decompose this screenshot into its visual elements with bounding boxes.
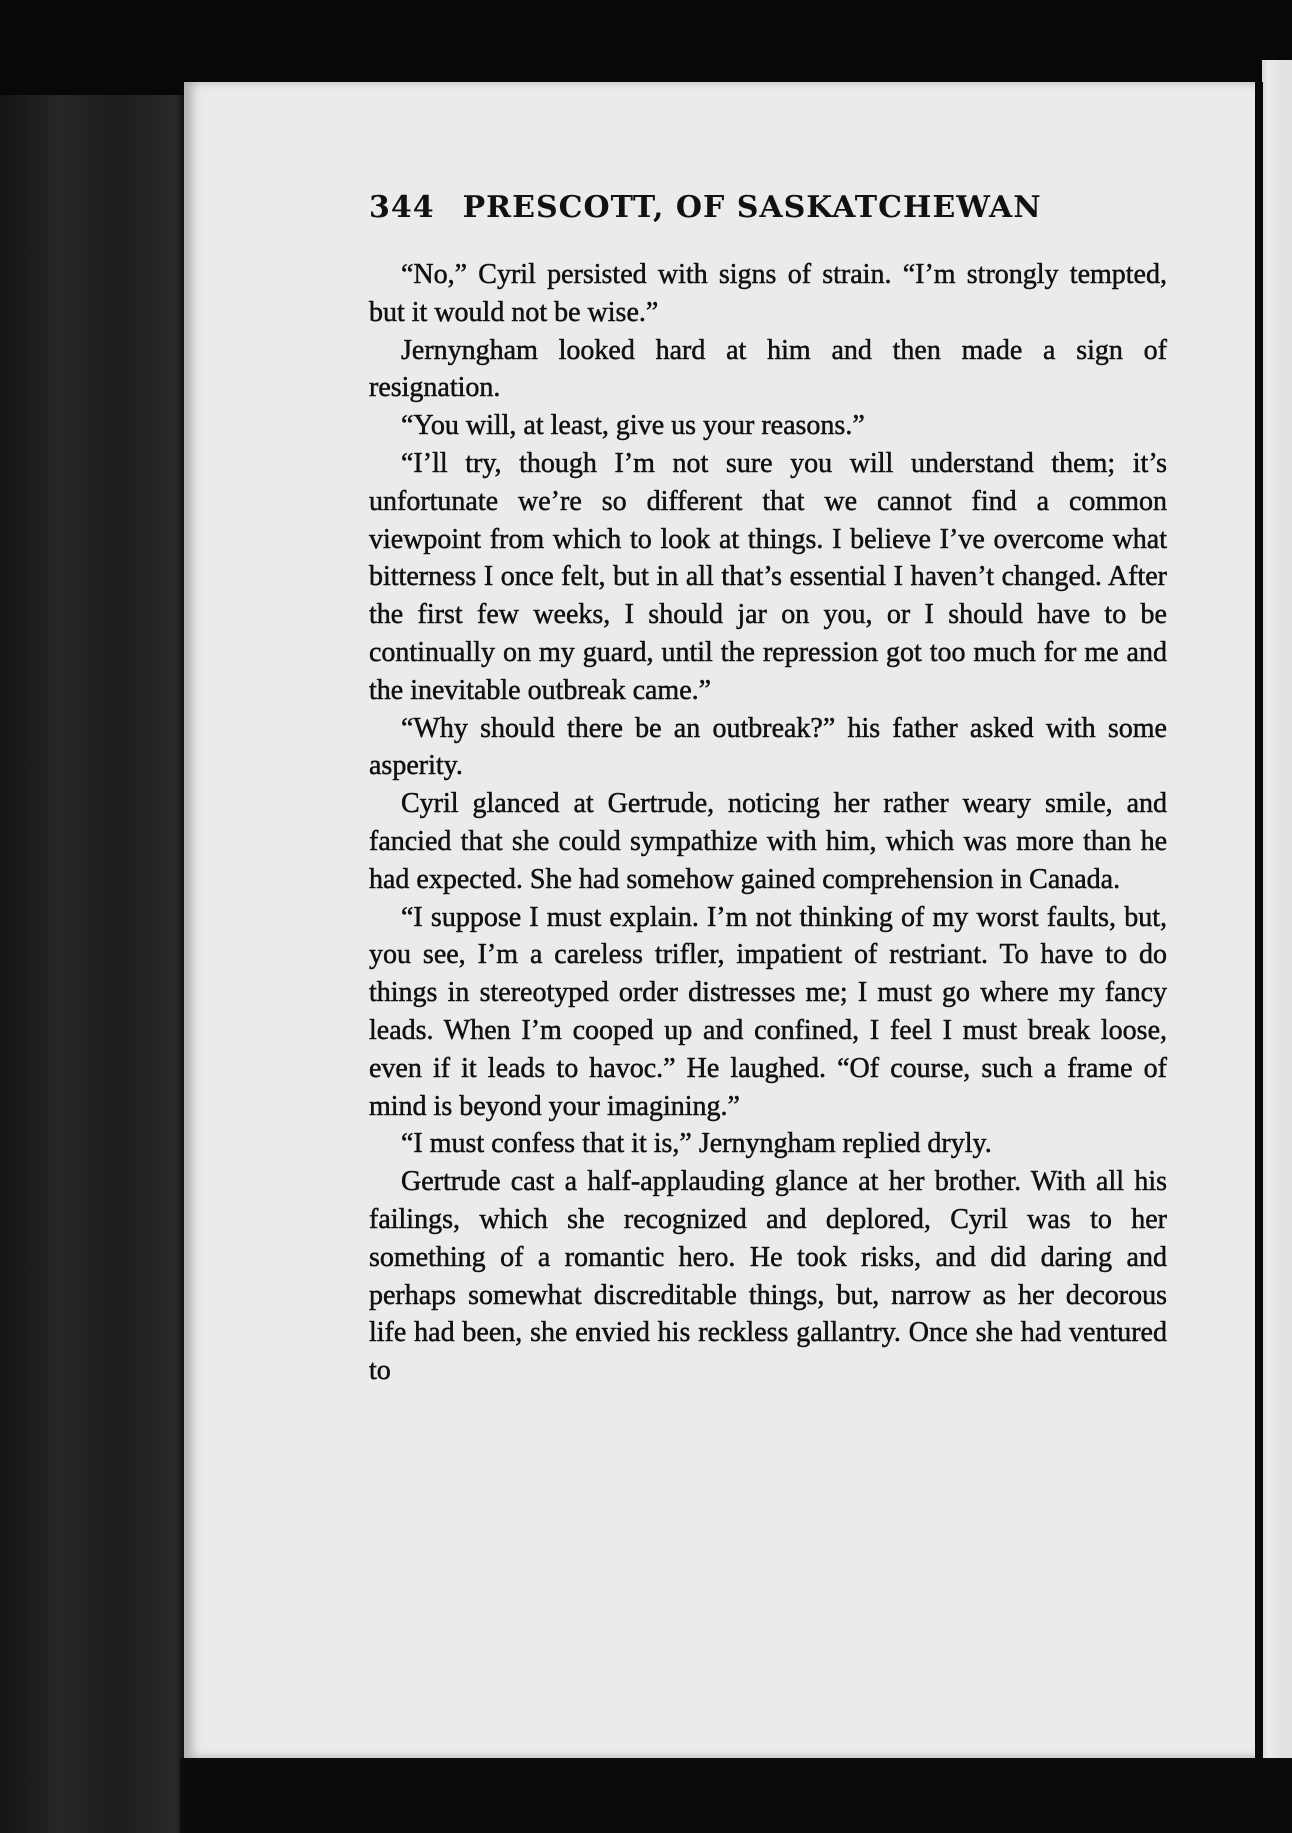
running-title: PRESCOTT, OF SASKATCHEWAN: [462, 190, 1042, 225]
facing-page-edge: [1262, 60, 1292, 1833]
paragraph: “You will, at least, give us your reasons.”: [401, 410, 865, 442]
paragraph: “I suppose I must explain. I’m not thinking of my worst faults, but, you see, I’m a careless trifler, impatient of restriant. To have to do things in stereotyped order distresses me; I must go where my fancy leads. When I’m cooped up and confined, I feel I must break loose, even if it leads to havoc.” He laughed. “Of course, such a frame of mind is beyond your imagining.”: [369, 901, 1167, 1122]
paragraph: “No,” Cyril persisted with signs of strain. “I’m strongly tempted, but it would not be wise.”: [369, 259, 1167, 328]
paragraph: Cyril glanced at Gertrude, noticing her rather weary smile, and fancied that she could sympathize with him, which was more than he had expected. She had somehow gained comprehension in Canada.: [369, 788, 1167, 895]
body-text: [369, 256, 1167, 1390]
paragraph: “Why should there be an outbreak?” his father asked with some asperity.: [369, 712, 1167, 782]
paragraph: “I’ll try, though I’m not sure you will understand them; it’s unfortunate we’re so different that we cannot find a common viewpoint from which to look at things. I believe I’ve overcome what bitterness I once felt, but in all that’s essential I haven’t changed. After the first few weeks, I should jar on you, or I should have to be continually on my guard, until the repression got too much for me and the inevitable outbreak came.”: [369, 447, 1167, 706]
running-header: [369, 190, 1069, 230]
page-gutter-shadow: [1255, 82, 1263, 1758]
paragraph: “I must confess that it is,” Jernyngham replied dryly.: [401, 1128, 992, 1160]
bottom-scan-margin: [180, 1758, 1292, 1833]
page-number: 344: [369, 190, 435, 225]
paragraph: Jernyngham looked hard at him and then made a sign of resignation.: [369, 334, 1167, 404]
paragraph: Gertrude cast a half-applauding glance at her brother. With all his failings, which she recognized and deplored, Cyril was to her something of a romantic hero. He took risks, and did daring and perhaps somewhat discreditable things, but, narrow as her decorous life had been, she envied his reckless gallantry. Once she had ventured to: [369, 1166, 1167, 1387]
